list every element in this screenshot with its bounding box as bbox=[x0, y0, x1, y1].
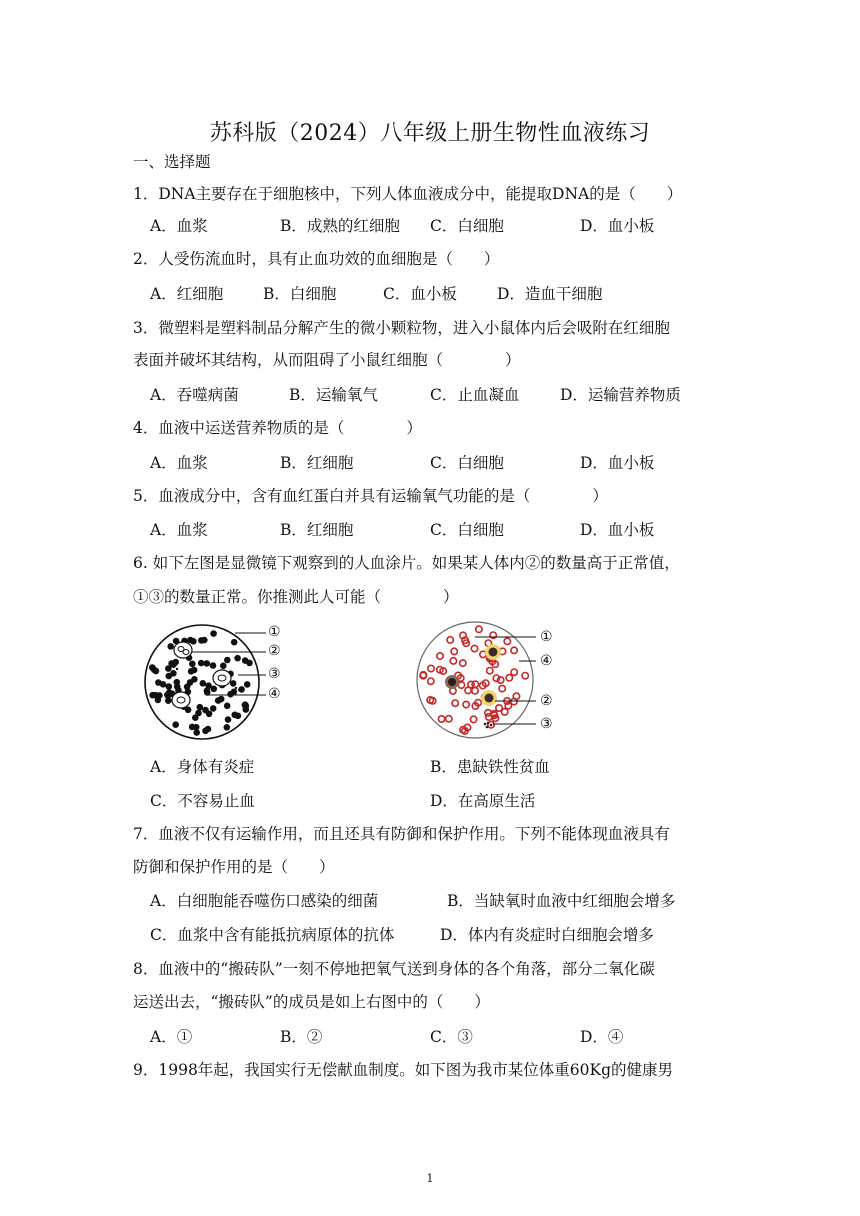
q3-option-b[interactable]: B．运输氧气 bbox=[289, 386, 378, 404]
q4-option-d[interactable]: D．血小板 bbox=[580, 454, 655, 472]
page-title: 苏科版（2024）八年级上册生物性血液练习 bbox=[209, 121, 651, 146]
red-cell-dot bbox=[202, 707, 209, 714]
question-2-text: 2．人受伤流血时，具有止血功效的血细胞是（ ） bbox=[133, 250, 500, 268]
red-cell-dot bbox=[166, 683, 173, 690]
red-cell-dot bbox=[187, 679, 194, 686]
red-cell-dot bbox=[224, 657, 231, 664]
red-cell-dot bbox=[149, 664, 156, 671]
q3-option-d[interactable]: D．运输营养物质 bbox=[560, 386, 681, 404]
q8-option-c[interactable]: C．③ bbox=[430, 1028, 473, 1046]
red-cell-dot bbox=[168, 660, 175, 667]
question-8-text-line1: 8．血液中的“搬砖队”一刻不停地把氧气送到身体的各个角落，部分二氧化碳 bbox=[133, 960, 655, 978]
left-label-4: ④ bbox=[268, 686, 281, 702]
red-cell-dot bbox=[200, 680, 207, 687]
red-cell-dot bbox=[189, 661, 196, 668]
red-cell-dot bbox=[227, 691, 234, 698]
red-cell-dot bbox=[166, 673, 173, 680]
red-cell-dot bbox=[188, 668, 195, 675]
q4-option-c[interactable]: C．白细胞 bbox=[430, 454, 504, 472]
red-cell-dot bbox=[220, 663, 227, 670]
red-cell-dot bbox=[195, 710, 202, 717]
red-cell-dot bbox=[204, 660, 211, 667]
question-7-text-line2: 防御和保护作用的是（ ） bbox=[133, 858, 335, 876]
q7-option-d[interactable]: D．体内有炎症时白细胞会增多 bbox=[440, 926, 654, 944]
q5-option-d[interactable]: D．血小板 bbox=[580, 521, 655, 539]
red-cell-dot bbox=[174, 683, 181, 690]
q6-option-d[interactable]: D．在高原生活 bbox=[430, 792, 536, 810]
q1-option-b[interactable]: B．成熟的红细胞 bbox=[280, 217, 400, 235]
q7-option-c[interactable]: C．血浆中含有能抵抗病原体的抗体 bbox=[150, 926, 395, 944]
q3-option-c[interactable]: C．止血凝血 bbox=[430, 386, 520, 404]
red-cell-dot bbox=[242, 657, 249, 664]
blood-smear-figure-left bbox=[140, 622, 300, 744]
left-label-2: ② bbox=[268, 643, 281, 659]
red-cell-dot bbox=[205, 726, 212, 733]
q2-option-d[interactable]: D．造血干细胞 bbox=[497, 285, 603, 303]
left-label-1: ① bbox=[268, 624, 281, 640]
right-label-3: ③ bbox=[540, 716, 553, 732]
q8-option-a[interactable]: A．① bbox=[150, 1028, 193, 1046]
red-cell-dot bbox=[244, 681, 251, 688]
right-label-4: ④ bbox=[540, 653, 553, 669]
red-cell-dot bbox=[242, 701, 249, 708]
red-cell-dot bbox=[149, 692, 156, 699]
q1-option-a[interactable]: A．血浆 bbox=[150, 217, 208, 235]
q1-option-c[interactable]: C．白细胞 bbox=[430, 217, 504, 235]
question-5-text: 5．血液成分中，含有血红蛋白并具有运输氧气功能的是（ ） bbox=[133, 487, 608, 505]
red-cell-dot bbox=[185, 707, 192, 714]
red-cell-dot bbox=[231, 639, 238, 646]
red-cell-dot bbox=[225, 716, 232, 723]
q2-option-a[interactable]: A．红细胞 bbox=[150, 285, 224, 303]
red-cell-dot bbox=[235, 713, 242, 720]
q3-option-a[interactable]: A．吞噬病菌 bbox=[150, 386, 239, 404]
question-1-text: 1．DNA主要存在于细胞核中，下列人体血液成分中，能提取DNA的是（ ） bbox=[133, 185, 683, 203]
red-cell-dot bbox=[224, 724, 231, 731]
red-cell-dot bbox=[215, 697, 222, 704]
q6-option-c[interactable]: C．不容易止血 bbox=[150, 792, 255, 810]
question-3-text-line2: 表面并破坏其结构，从而阻碍了小鼠红细胞（ ） bbox=[133, 351, 521, 369]
question-7-text-line1: 7．血液不仅有运输作用，而且还具有防御和保护作用。下列不能体现血液具有 bbox=[133, 825, 670, 843]
q4-option-b[interactable]: B．红细胞 bbox=[280, 454, 354, 472]
q1-option-d[interactable]: D．血小板 bbox=[580, 217, 655, 235]
red-cell-dot bbox=[172, 721, 179, 728]
red-cell-dot bbox=[210, 705, 217, 712]
q7-option-a[interactable]: A．白细胞能吞噬伤口感染的细菌 bbox=[150, 892, 379, 910]
red-cell-dot bbox=[167, 643, 174, 650]
q2-option-b[interactable]: B．白细胞 bbox=[263, 285, 337, 303]
red-cell-dot bbox=[193, 729, 200, 736]
right-label-2: ② bbox=[540, 693, 553, 709]
left-label-3: ③ bbox=[268, 666, 281, 682]
red-cell-dot bbox=[198, 637, 205, 644]
right-label-1: ① bbox=[540, 629, 553, 645]
section-heading: 一、选择题 bbox=[133, 153, 211, 171]
red-cell-dot bbox=[156, 692, 163, 699]
q5-option-c[interactable]: C．白细胞 bbox=[430, 521, 504, 539]
red-cell-dot bbox=[211, 686, 218, 693]
q5-option-a[interactable]: A．血浆 bbox=[150, 521, 208, 539]
q6-option-b[interactable]: B．患缺铁性贫血 bbox=[430, 758, 550, 776]
red-cell-dot bbox=[155, 679, 162, 686]
red-cell-dot bbox=[224, 703, 231, 710]
question-8-text-line2: 运送出去，“搬砖队”的成员是如上右图中的（ ） bbox=[133, 993, 490, 1011]
question-6-text-line1: 6. 如下左图是显微镜下观察到的人血涂片。如果某人体内②的数量高于正常值， bbox=[133, 554, 680, 572]
red-cell-dot bbox=[198, 660, 205, 667]
red-cell-dot bbox=[210, 662, 217, 669]
question-9-text: 9．1998年起，我国实行无偿献血制度。如下图为我市某位体重60Kg的健康男 bbox=[133, 1061, 674, 1079]
q7-option-b[interactable]: B．当缺氧时血液中红细胞会增多 bbox=[447, 892, 676, 910]
q2-option-c[interactable]: C．血小板 bbox=[383, 285, 457, 303]
question-4-text: 4．血液中运送营养物质的是（ ） bbox=[133, 419, 422, 437]
q6-option-a[interactable]: A．身体有炎症 bbox=[150, 758, 255, 776]
question-6-text-line2: ①③的数量正常。你推测此人可能（ ） bbox=[133, 588, 459, 606]
q8-option-d[interactable]: D．④ bbox=[580, 1028, 624, 1046]
question-3-text-line1: 3．微塑料是塑料制品分解产生的微小颗粒物，进入小鼠体内后会吸附在红细胞 bbox=[133, 319, 670, 337]
q4-option-a[interactable]: A．血浆 bbox=[150, 454, 208, 472]
red-cell-dot bbox=[190, 638, 197, 645]
q8-option-b[interactable]: B．② bbox=[280, 1028, 323, 1046]
red-cell-dot bbox=[234, 655, 241, 662]
q5-option-b[interactable]: B．红细胞 bbox=[280, 521, 354, 539]
page-number: 1 bbox=[426, 1172, 434, 1185]
red-cell-dot bbox=[210, 630, 217, 637]
red-cell-dot bbox=[197, 704, 204, 711]
